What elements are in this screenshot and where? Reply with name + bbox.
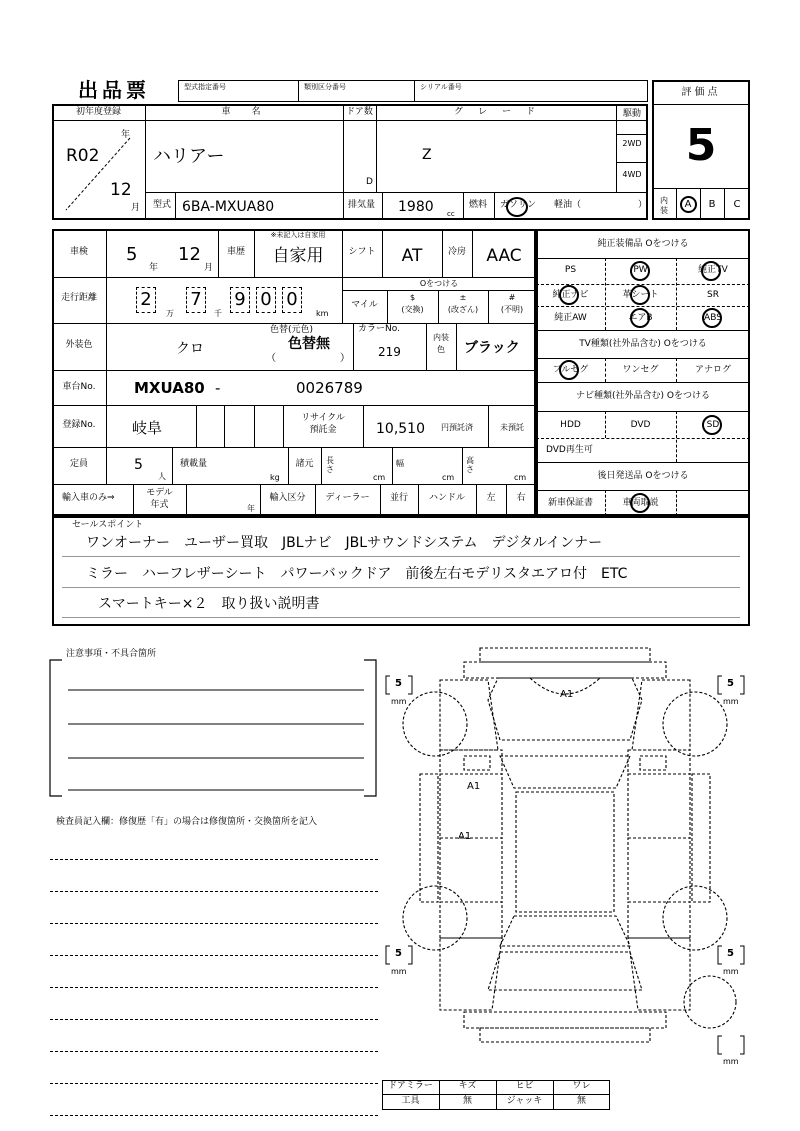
drive-label: 駆動 [622,109,641,119]
vehicle-detail-table [52,229,536,516]
first-reg-year-unit: 年 [121,130,131,140]
shift-value: AT [401,246,423,266]
tread-spare-unit: mm [723,1057,739,1066]
car-damage-diagram [380,640,750,1080]
fuel-close: ） [638,200,648,210]
interior-grade-b: B [708,199,716,210]
recycle-paid: 円預託済 [441,423,473,432]
mileage-digit-4: 0 [260,289,272,310]
later-items-title: 後日発送品 Oをつける [597,471,689,481]
door-d-unit: D [366,177,373,187]
category-number-label: 類別区分番号 [304,83,346,91]
drive-2wd: 2WD [622,139,642,148]
airbag-circle [630,308,650,328]
legend-jack-value: 無 [576,1096,586,1106]
registration-value: 岐阜 [132,419,163,437]
navi-dvd: DVD [630,420,651,430]
navi-hdd: HDD [560,420,581,430]
shaken-month-unit: 月 [204,263,214,273]
tread-fl-value: 5 [395,678,402,689]
import-dealer: ディーラー [325,493,370,503]
mileage-digit-2: 7 [190,289,202,310]
width-label: 幅 [396,459,404,468]
fuel-label: 燃料 [469,200,488,210]
serial-number-label: シリアル番号 [420,83,462,91]
tv-circle [701,261,721,281]
later-manual: 車両取説 [622,498,659,508]
mileage-digit-5: 0 [286,289,298,310]
legend-door-mirror: ドアミラー [388,1081,433,1091]
legend-crack: ヒビ [515,1081,534,1091]
mileage-sen-unit: 千 [214,309,222,318]
model-value: 6BA-MXUA80 [182,199,275,215]
fullseg-circle [559,360,579,380]
height-cm-unit: cm [514,473,527,482]
legend-jack: ジャッキ [506,1096,543,1106]
dvd-playback: DVD再生可 [546,445,593,455]
model-year-unit: 年 [247,504,255,513]
fuel-diesel: 軽油（ [554,200,582,210]
chassis-label: 車台No. [62,382,96,392]
length-cm-unit: cm [373,473,386,482]
car-name-label: 車 名 [221,107,267,117]
interior-grade-a: A [684,199,692,210]
color-no-label: カラーNo. [358,324,400,334]
handle-right: 右 [516,493,526,503]
tv-oneseg: ワンセグ [622,365,659,375]
navi-type-title: ナビ種類(社外品含む) Oをつける [576,391,710,401]
equip-tv: 純正TV [698,265,728,275]
capacity-value: 5 [134,457,143,473]
color-no-value: 219 [378,345,401,359]
tv-analog: アナログ [694,365,731,375]
tread-fr-value: 5 [727,678,734,689]
sales-point-label: セールスポイント [72,520,144,530]
sales-line-3: スマートキー×２ 取り扱い説明書 [98,596,320,612]
damage-mark-door-2: A1 [458,831,472,842]
model-year-label-top: モデル [146,488,173,498]
load-label: 積載量 [180,459,208,469]
first-reg-month-unit: 月 [131,203,141,213]
leather-circle [630,285,650,305]
load-kg-unit: kg [270,473,280,482]
unknown-symbol: # [508,293,516,302]
door-count-label: ドア数 [346,107,373,117]
mileage-km-unit: km [316,309,329,318]
cc-unit: cc [447,210,455,218]
tread-fl-unit: mm [391,697,407,706]
interior-color-value: ブラック [464,340,520,356]
pw-circle [630,261,650,281]
exchange-symbol: $ [409,293,416,302]
equip-leather: 革シート [622,290,659,300]
unknown-option: (不明) [500,305,524,314]
handle-left: 左 [486,493,496,503]
equip-airbag: エアB [628,313,653,323]
legend-break: ワレ [572,1081,591,1091]
shaken-year-unit: 年 [149,263,159,273]
equip-pw: PW [633,265,648,275]
fuel-gasoline: ガソリン [500,200,537,210]
mileage-man-unit: 万 [166,309,174,318]
import-only-label: 輸入車のみ⇒ [62,493,115,503]
mileage-mark-note: Oをつける [419,279,459,288]
interior-a-circle [680,196,697,213]
tv-fullseg: フルセグ [552,365,589,375]
chassis-dash: - [215,379,221,397]
exterior-color-label: 外装色 [65,340,93,350]
width-cm-unit: cm [442,473,455,482]
recycle-unpaid: 未預託 [500,423,524,432]
history-label: 車歴 [226,247,245,257]
car-name-value: ハリアー [153,146,225,167]
first-reg-year: R02 [66,146,100,166]
navi-sd: SD [706,420,720,430]
fuel-gasoline-circle [506,197,528,217]
capacity-label: 定員 [69,459,88,469]
history-value: 自家用 [272,246,324,266]
rating-label: 評価点 [681,87,721,98]
modified-symbol: ± [459,293,467,302]
chassis-number: 0026789 [296,379,363,397]
sales-line-1: ワンオーナー ユーザー買取 JBLナビ JBLサウンドシステム デジタルインナー [86,535,603,551]
mileage-digit-1: 2 [140,289,152,310]
shaken-label: 車検 [69,247,88,257]
sd-circle [702,415,722,435]
modified-option: (改ざん) [447,305,479,314]
tread-rl-unit: mm [391,967,407,976]
ac-label: 冷房 [447,247,466,257]
equip-abs: ABS [704,313,722,323]
tread-rl-value: 5 [395,948,402,959]
shaken-year: 5 [126,244,138,265]
import-parallel: 並行 [389,493,408,503]
equip-ps: PS [564,265,577,275]
shaken-month: 12 [178,244,201,265]
mileage-digit-3: 9 [234,289,246,310]
mile-option: マイル [351,300,378,310]
repaint-paren-open: （ [266,353,276,364]
abs-circle [702,308,722,328]
header-number-boxes [178,80,648,102]
interior-color-label-top: 内装 [433,333,449,342]
type-designation-label: 型式指定番号 [184,83,226,91]
legend-scratch: キズ [458,1081,477,1091]
interior-grade-c: C [733,199,741,210]
repaint-value: 色替無 [288,336,330,352]
mileage-label: 走行距離 [60,293,97,303]
grade-value: Z [422,147,432,163]
drive-4wd: 4WD [622,170,642,179]
navi-circle [559,285,579,305]
length-label: 長さ [326,456,334,474]
first-reg-month: 12 [110,180,132,200]
equip-sr: SR [707,290,719,300]
handle-label: ハンドル [428,493,465,503]
tread-rr-unit: mm [723,967,739,976]
displacement-label: 排気量 [348,200,376,210]
ac-value: AAC [486,246,522,266]
tread-rr-value: 5 [727,948,734,959]
interior-color-label-bottom: 色 [437,345,445,354]
legend-tools: 工具 [401,1096,420,1106]
history-note: ※未記入は自家用 [270,231,326,239]
repaint-paren-close: ） [340,353,350,364]
caution-bracket [48,658,378,798]
model-label: 型式 [153,200,172,210]
exterior-color-value: クロ [176,341,204,357]
equipment-title: 純正装備品 Oをつける [597,239,689,249]
later-warranty: 新車保証書 [547,498,593,508]
tv-type-title: TV種類(社外品含む) Oをつける [579,339,707,349]
sales-line-2: ミラー ハーフレザーシート パワーバックドア 前後左右モデリスタエアロ付 ETC [86,566,628,582]
height-label: 高さ [466,456,474,474]
dims-label: 諸元 [295,459,314,469]
damage-mark-door-1: A1 [467,781,481,792]
tread-fr-unit: mm [723,697,739,706]
form-title: 出品票 [78,78,150,102]
chassis-model: MXUA80 [134,379,205,397]
displacement-value: 1980 [398,199,434,215]
recycle-label-top: リサイクル [301,413,345,423]
equip-aw: 純正AW [554,313,587,323]
import-type-label: 輸入区分 [269,493,306,503]
interior-grade-label: 内装 [660,196,668,215]
legend-tools-value: 無 [462,1096,472,1106]
manual-circle [630,493,650,513]
recycle-value: 10,510 [376,421,425,437]
damage-mark-front: A1 [560,689,574,700]
rating-value: 5 [685,120,717,171]
grade-label: グ レ ー ド [453,107,538,117]
exchange-option: (交換) [401,305,424,314]
recycle-label-bottom: 預託金 [309,425,337,435]
model-year-label-bottom: 年式 [150,500,169,510]
inspector-label: 検査員記入欄：修復歴「有」の場合は修復箇所・交換箇所を記入 [56,817,318,827]
registration-label: 登録No. [62,420,96,430]
equip-navi: 純正ナビ [552,290,589,300]
first-reg-label: 初年度登録 [75,107,121,117]
capacity-unit: 人 [158,472,166,481]
caution-label: 注意事項・不具合箇所 [66,649,157,659]
repaint-label: 色替(元色) [270,325,314,335]
shift-label: シフト [348,247,376,257]
